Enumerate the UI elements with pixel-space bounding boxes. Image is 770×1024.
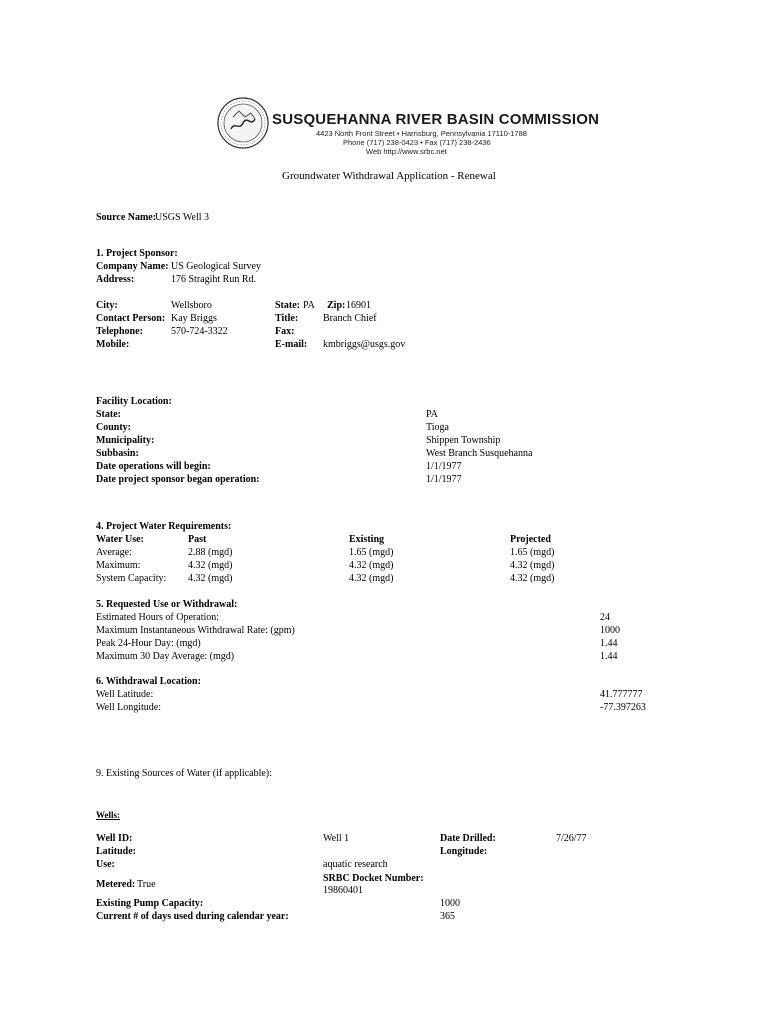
use-value: aquatic research bbox=[323, 859, 388, 870]
contact-label: Contact Person: bbox=[96, 313, 166, 324]
docket-value: 19860401 bbox=[323, 885, 363, 896]
facility-value: 1/1/1977 bbox=[426, 461, 462, 472]
telephone-label: Telephone: bbox=[96, 326, 143, 337]
water-req-heading: 4. Project Water Requirements: bbox=[96, 521, 232, 532]
facility-value: 1/1/1977 bbox=[426, 474, 462, 485]
projected-cell: 4.32 (mgd) bbox=[510, 573, 555, 584]
source-name-value: USGS Well 3 bbox=[155, 212, 210, 223]
projected-cell: 4.32 (mgd) bbox=[510, 560, 555, 571]
org-address: 4423 North Front Street • Harrisburg, Pennsylvania 17110-1788 bbox=[316, 129, 527, 138]
past-cell: 4.32 (mgd) bbox=[188, 573, 233, 584]
facility-label: County: bbox=[96, 422, 132, 433]
state-label: State: bbox=[275, 300, 300, 311]
wells-label: Wells: bbox=[96, 810, 120, 820]
zip-value: 16901 bbox=[346, 300, 371, 311]
city-label: City: bbox=[96, 300, 118, 311]
facility-value: Shippen Township bbox=[426, 435, 501, 446]
city-value: Wellsboro bbox=[171, 300, 212, 311]
facility-label: Municipality: bbox=[96, 435, 155, 446]
email-label: E-mail: bbox=[275, 339, 308, 350]
org-phone: Phone (717) 238-0423 • Fax (717) 238-2436 bbox=[343, 138, 491, 147]
address-label: Address: bbox=[96, 274, 135, 285]
org-web: Web http://www.srbc.net bbox=[366, 147, 447, 156]
state-value: PA bbox=[303, 300, 315, 311]
address-value: 176 Stragiht Run Rd. bbox=[171, 274, 257, 285]
projected-cell: 1.65 (mgd) bbox=[510, 547, 555, 558]
requested-value: 24 bbox=[600, 612, 610, 623]
days-used-label: Current # of days used during calendar year: bbox=[96, 911, 289, 922]
water-use-cell: Average: bbox=[96, 547, 132, 558]
well-latitude-value: 41.777777 bbox=[600, 689, 643, 700]
existing-cell: 4.32 (mgd) bbox=[349, 560, 394, 571]
email-value: kmbriggs@usgs.gov bbox=[323, 339, 406, 350]
title-label: Title: bbox=[275, 313, 299, 324]
use-label: Use: bbox=[96, 859, 115, 870]
well-id-label: Well ID: bbox=[96, 833, 133, 844]
requested-heading: 5. Requested Use or Withdrawal: bbox=[96, 599, 238, 610]
past-cell: 2.88 (mgd) bbox=[188, 547, 233, 558]
metered-value: True bbox=[137, 879, 156, 890]
water-use-cell: System Capacity: bbox=[96, 573, 167, 584]
col-water-use: Water Use: bbox=[96, 534, 144, 545]
location-heading: 6. Withdrawal Location: bbox=[96, 676, 201, 687]
docket-label: SRBC Docket Number: bbox=[323, 873, 424, 884]
longitude-label: Longitude: bbox=[440, 846, 488, 857]
facility-label: State: bbox=[96, 409, 121, 420]
sponsor-heading: 1. Project Sponsor: bbox=[96, 248, 178, 259]
well-longitude-label: Well Longitude: bbox=[96, 702, 162, 713]
well-latitude-label: Well Latitude: bbox=[96, 689, 154, 700]
col-past: Past bbox=[188, 534, 207, 545]
source-name-label: Source Name: bbox=[96, 212, 157, 223]
water-use-cell: Maximum: bbox=[96, 560, 141, 571]
company-value: US Geological Survey bbox=[171, 261, 261, 272]
facility-label: Date operations will begin: bbox=[96, 461, 211, 472]
title-value: Branch Chief bbox=[323, 313, 377, 324]
requested-value: 1.44 bbox=[600, 638, 618, 649]
existing-cell: 1.65 (mgd) bbox=[349, 547, 394, 558]
col-projected: Projected bbox=[510, 534, 551, 545]
requested-label: Maximum 30 Day Average: (mgd) bbox=[96, 651, 235, 662]
date-drilled-label: Date Drilled: bbox=[440, 833, 496, 844]
well-longitude-value: -77.397263 bbox=[600, 702, 646, 713]
company-label: Company Name: bbox=[96, 261, 169, 272]
date-drilled-value: 7/26/77 bbox=[556, 833, 587, 844]
requested-value: 1000 bbox=[600, 625, 620, 636]
facility-heading: Facility Location: bbox=[96, 396, 172, 407]
metered-label: Metered: bbox=[96, 879, 136, 890]
well-id-value: Well 1 bbox=[323, 833, 350, 844]
col-existing: Existing bbox=[349, 534, 385, 545]
facility-label: Date project sponsor began operation: bbox=[96, 474, 260, 485]
fax-label: Fax: bbox=[275, 326, 295, 337]
pump-capacity-label: Existing Pump Capacity: bbox=[96, 898, 204, 909]
org-name: SUSQUEHANNA RIVER BASIN COMMISSION bbox=[272, 111, 600, 128]
facility-value: PA bbox=[426, 409, 438, 420]
facility-value: West Branch Susquehanna bbox=[426, 448, 533, 459]
requested-label: Maximum Instantaneous Withdrawal Rate: (gpm) bbox=[96, 625, 295, 636]
days-used-value: 365 bbox=[440, 911, 455, 922]
contact-value: Kay Briggs bbox=[171, 313, 217, 324]
requested-label: Peak 24-Hour Day: (mgd) bbox=[96, 638, 201, 649]
past-cell: 4.32 (mgd) bbox=[188, 560, 233, 571]
existing-cell: 4.32 (mgd) bbox=[349, 573, 394, 584]
zip-label: Zip: bbox=[327, 300, 346, 311]
mobile-label: Mobile: bbox=[96, 339, 130, 350]
commission-seal-icon bbox=[217, 97, 269, 149]
document-title: Groundwater Withdrawal Application - Renewal bbox=[282, 170, 496, 182]
facility-label: Subbasin: bbox=[96, 448, 139, 459]
facility-value: Tioga bbox=[426, 422, 449, 433]
latitude-label: Latitude: bbox=[96, 846, 136, 857]
requested-value: 1.44 bbox=[600, 651, 618, 662]
requested-label: Estimated Hours of Operation: bbox=[96, 612, 220, 623]
existing-sources-heading: 9. Existing Sources of Water (if applicable): bbox=[96, 768, 272, 779]
pump-capacity-value: 1000 bbox=[440, 898, 460, 909]
telephone-value: 570-724-3322 bbox=[171, 326, 228, 337]
